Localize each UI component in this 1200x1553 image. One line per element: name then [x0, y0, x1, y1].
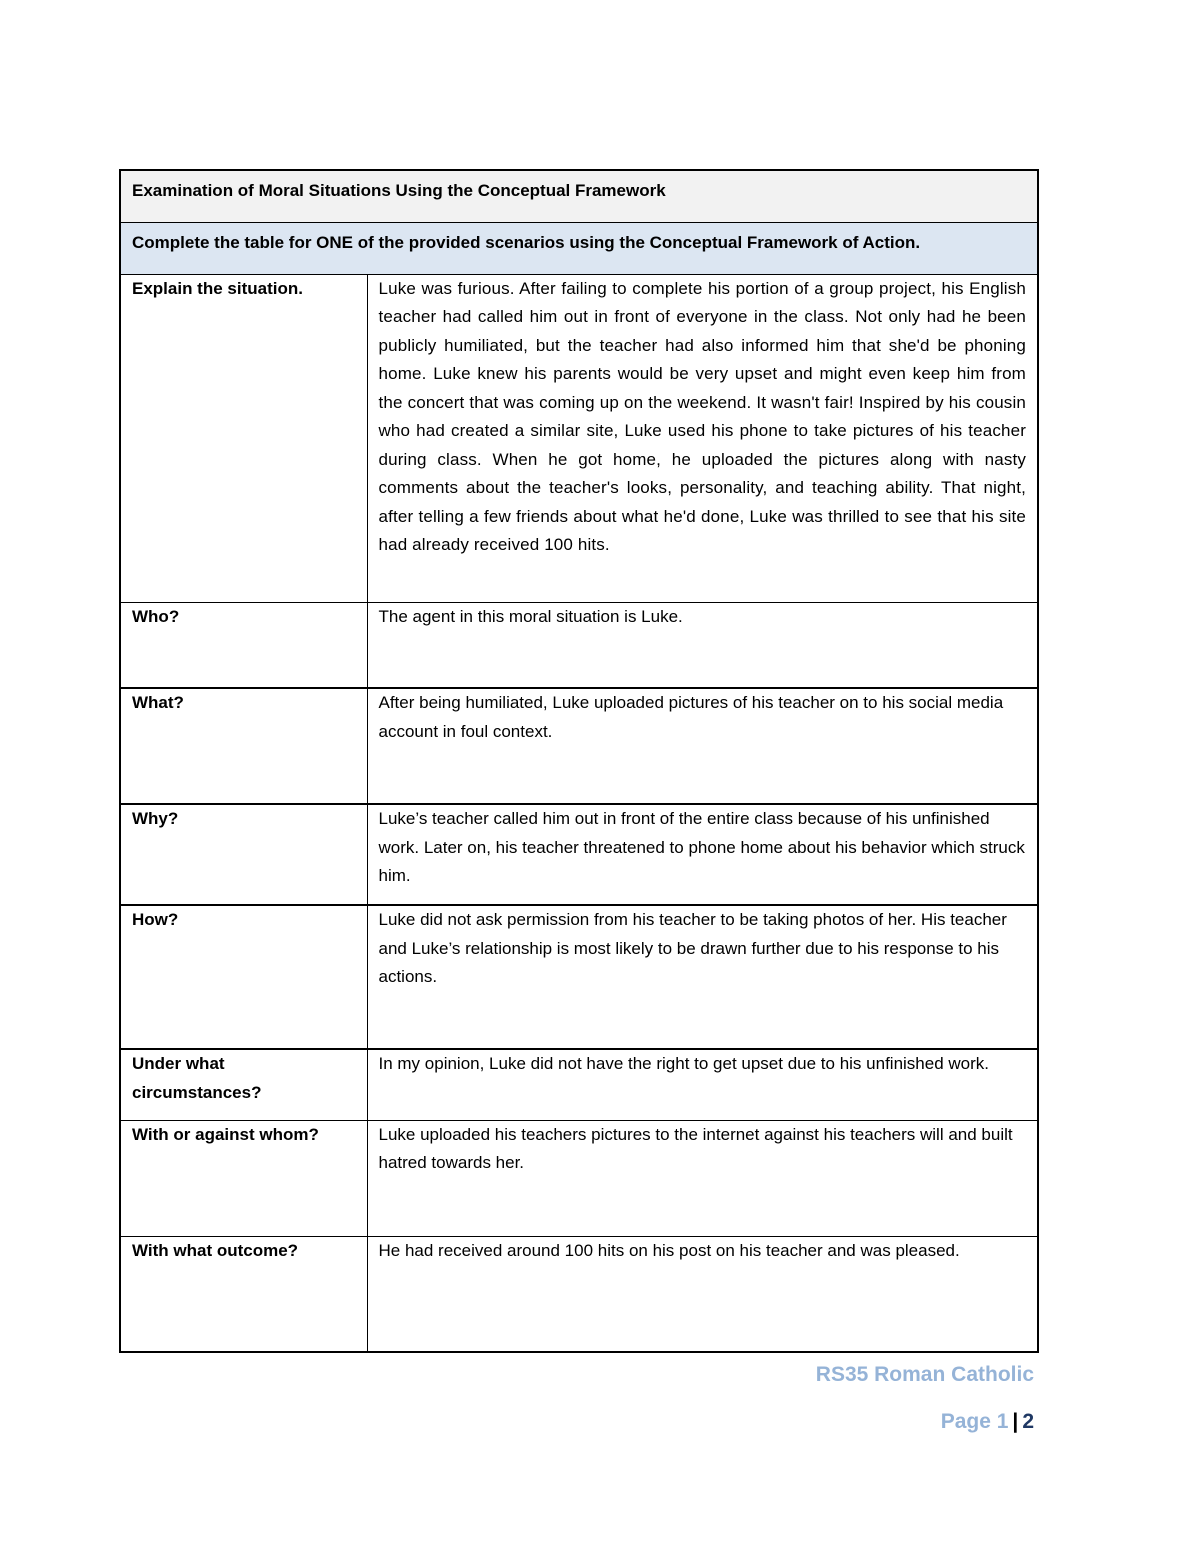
row-label-circumstances: Under what circumstances? [120, 1049, 367, 1120]
page-total: 2 [1022, 1410, 1034, 1433]
table-row-outcome [120, 1236, 1038, 1352]
row-value-outcome: He had received around 100 hits on his post on his teacher and was pleased. [367, 1236, 1038, 1352]
page-separator: | [1012, 1410, 1019, 1433]
row-value-situation: Luke was furious. After failing to complete his portion of a group project, his English teacher had called him out in front of everyone in the class. Not only had he been publicly humiliated, but the teacher had also informed him that she'd be phoning home. Luke knew his parents would be very upset and might even keep him from the concert that was coming up on the weekend. It wasn't fair! Inspired by his cousin who had created a similar site, Luke used his phone to take pictures of his teacher during class. When he got home, he uploaded the pictures along with nasty comments about the teacher's looks, personality, and teaching ability. That night, after telling a few friends about what he'd done, Luke was thrilled to see that his site had already received 100 hits. [367, 274, 1038, 602]
table-row-why [120, 804, 1038, 905]
row-value-why: Luke’s teacher called him out in front of the entire class because of his unfinished work. Later on, his teacher threatened to phone home about his behavior which struck him. [367, 804, 1038, 905]
footer-course-name: RS35 Roman Catholic [815, 1363, 1034, 1386]
row-value-how: Luke did not ask permission from his teacher to be taking photos of her. His teacher and Luke’s relationship is most likely to be drawn further due to his response to his actions. [367, 905, 1038, 1049]
row-value-what: After being humiliated, Luke uploaded pictures of his teacher on to his social media account in foul context. [367, 688, 1038, 804]
table-row-who [120, 602, 1038, 688]
table-title: Examination of Moral Situations Using the Conceptual Framework [120, 170, 1038, 222]
row-label-why: Why? [120, 804, 367, 905]
page-label: Page 1 [940, 1410, 1009, 1433]
table-instruction-row [120, 222, 1038, 274]
table-instruction: Complete the table for ONE of the provided scenarios using the Conceptual Framework of Action. [120, 222, 1038, 274]
table-row-what [120, 688, 1038, 804]
table-row-situation [120, 274, 1038, 602]
row-label-situation: Explain the situation. [120, 274, 367, 602]
table-title-row [120, 170, 1038, 222]
row-label-whom: With or against whom? [120, 1120, 367, 1236]
row-label-outcome: With what outcome? [120, 1236, 367, 1352]
row-value-whom: Luke uploaded his teachers pictures to the internet against his teachers will and built hatred towards her. [367, 1120, 1038, 1236]
framework-table [119, 169, 1039, 1353]
table-row-whom [120, 1120, 1038, 1236]
table-row-how [120, 905, 1038, 1049]
table-row-circumstances [120, 1049, 1038, 1120]
footer-page-number [941, 1410, 1034, 1434]
row-value-circumstances: In my opinion, Luke did not have the right to get upset due to his unfinished work. [367, 1049, 1038, 1120]
row-value-who: The agent in this moral situation is Luke. [367, 602, 1038, 688]
row-label-how: How? [120, 905, 367, 1049]
row-label-who: Who? [120, 602, 367, 688]
row-label-what: What? [120, 688, 367, 804]
